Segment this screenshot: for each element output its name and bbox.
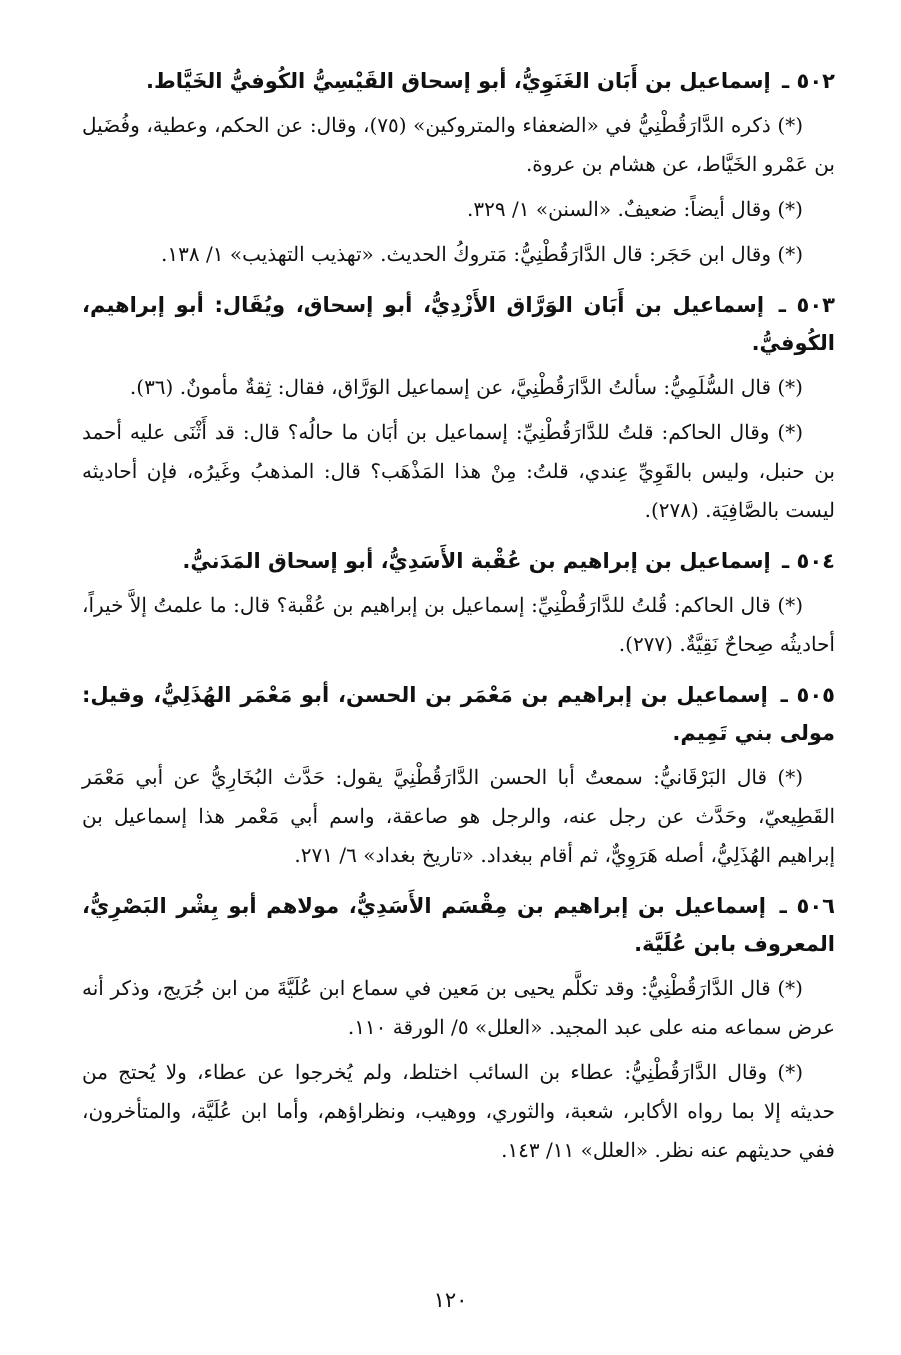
entry-title: إسماعيل بن إبراهيم بن مِقْسَم الأَسَدِيُّ، مولاهم أبو بِشْر البَصْرِيُّ، المعروف بابن عُلَيَّة. [82,894,835,956]
entry-paragraph: (*) وقال ابن حَجَر: قال الدَّارَقُطْنِيُّ: مَتروكُ الحديث. «تهذيب التهذيب» ١/ ١٣٨. [161,242,803,266]
entry-paragraph: (*) قال السُّلَمِيُّ: سألتُ الدَّارَقُطْنِيَّ، عن إسماعيل الوَرَّاق، فقال: ثِقةٌ مأمونٌ. (٣٦). [129,375,803,399]
entry-title: إسماعيل بن إبراهيم بن مَعْمَر بن الحسن، أبو مَعْمَر الهُذَلِيُّ، وقيل: مولى بني تَمِيم. [82,683,835,745]
entry-number: ٥٠٣ ـ [778,293,835,317]
entry-paragraph: (*) وقال الدَّارَقُطْنِيُّ: عطاء بن السائب اختلط، ولم يُخرجوا عن عطاء، ولا يُحتج من حديثه إلا بما رواه الأكابر، شعبة، والثوري، ووهيب، ونظراؤهم، وأما ابن عُلَيَّة، والمتأخرون، ففي حديثهم عنه نظر. «العلل» ١١/ ١٤٣. [82,1060,835,1162]
entry-title: إسماعيل بن أَبَان الغَنَوِيُّ، أبو إسحاق القَيْسِيُّ الكُوفيُّ الخَيَّاط. [145,69,771,93]
entry-504 [82,542,835,664]
entry-502 [82,62,835,274]
entry-paragraph: (*) وقال أيضاً: ضعيفٌ. «السنن» ١/ ٣٢٩. [467,197,803,221]
entry-paragraph: (*) قال الدَّارَقُطْنِيُّ: وقد تكلَّم يحيى بن مَعين في سماع ابن عُلَيَّةَ من ابن جُرَيج، وذكر أنه عرض سماعه منه على عبد المجيد. «العلل» ٥/ الورقة ١١٠. [82,976,835,1039]
entry-heading [82,62,835,100]
entry-heading [82,676,835,752]
entry-paragraph: (*) وقال الحاكم: قلتُ للدَّارَقُطْنِيِّ: إسماعيل بن أبَان ما حالُه؟ قال: قد أَثْنَى عليه أحمد بن حنبل، وليس بالقَوِيِّ عِندي، قلتُ: مِنْ هذا المَذْهَب؟ قال: المذهبُ وغَيرُه، فإن أحاديثه ليست بالصَّافِيَة. (٢٧٨). [82,420,835,522]
entry-number: ٥٠٤ ـ [782,549,835,573]
entry-number: ٥٠٥ ـ [780,683,835,707]
entry-paragraph: (*) قال الحاكم: قُلتُ للدَّارَقُطْنِيِّ: إسماعيل بن إبراهيم بن عُقْبة؟ قال: ما علمتُ إلاَّ خيراً، أحاديثُه صِحاحٌ نَقِيَّةٌ. (٢٧٧). [82,593,835,656]
entry-heading [82,542,835,580]
entry-505 [82,676,835,875]
entry-503 [82,286,835,530]
entry-number: ٥٠٢ ـ [782,69,835,93]
entry-paragraph: (*) قال البَرْقَانيُّ: سمعتُ أبا الحسن الدَّارَقُطْنِيَّ يقول: حَدَّث البُخَارِيُّ عن أبي مَعْمَر القَطِيعيّ، وحَدَّث عن رجل عنه، والرجل هو صاعقة، واسم أبي مَعْمر هذا إسماعيل بن إبراهيم الهُذَلِيُّ، أصله هَرَوِيٌّ، ثم أقام ببغداد. «تاريخ بغداد» ٦/ ٢٧١. [82,765,835,867]
entry-paragraph: (*) ذكره الدَّارَقُطْنِيُّ في «الضعفاء والمتروكين» (٧٥)، وقال: عن الحكم، وعطية، وفُضَيل بن عَمْرو الخَيَّاط، عن هشام بن عروة. [82,113,835,176]
entry-heading [82,887,835,963]
entry-title: إسماعيل بن أَبَان الوَرَّاق الأَزْدِيُّ، أبو إسحاق، ويُقَال: أبو إبراهيم، الكُوفيُّ. [82,293,835,355]
page-body [82,62,835,1176]
entry-number: ٥٠٦ ـ [779,894,835,918]
page-number: ١٢٠ [433,1288,468,1312]
entry-heading [82,286,835,362]
entry-title: إسماعيل بن إبراهيم بن عُقْبة الأَسَدِيُّ، أبو إسحاق المَدَنيُّ. [182,549,771,573]
entry-506 [82,887,835,1170]
